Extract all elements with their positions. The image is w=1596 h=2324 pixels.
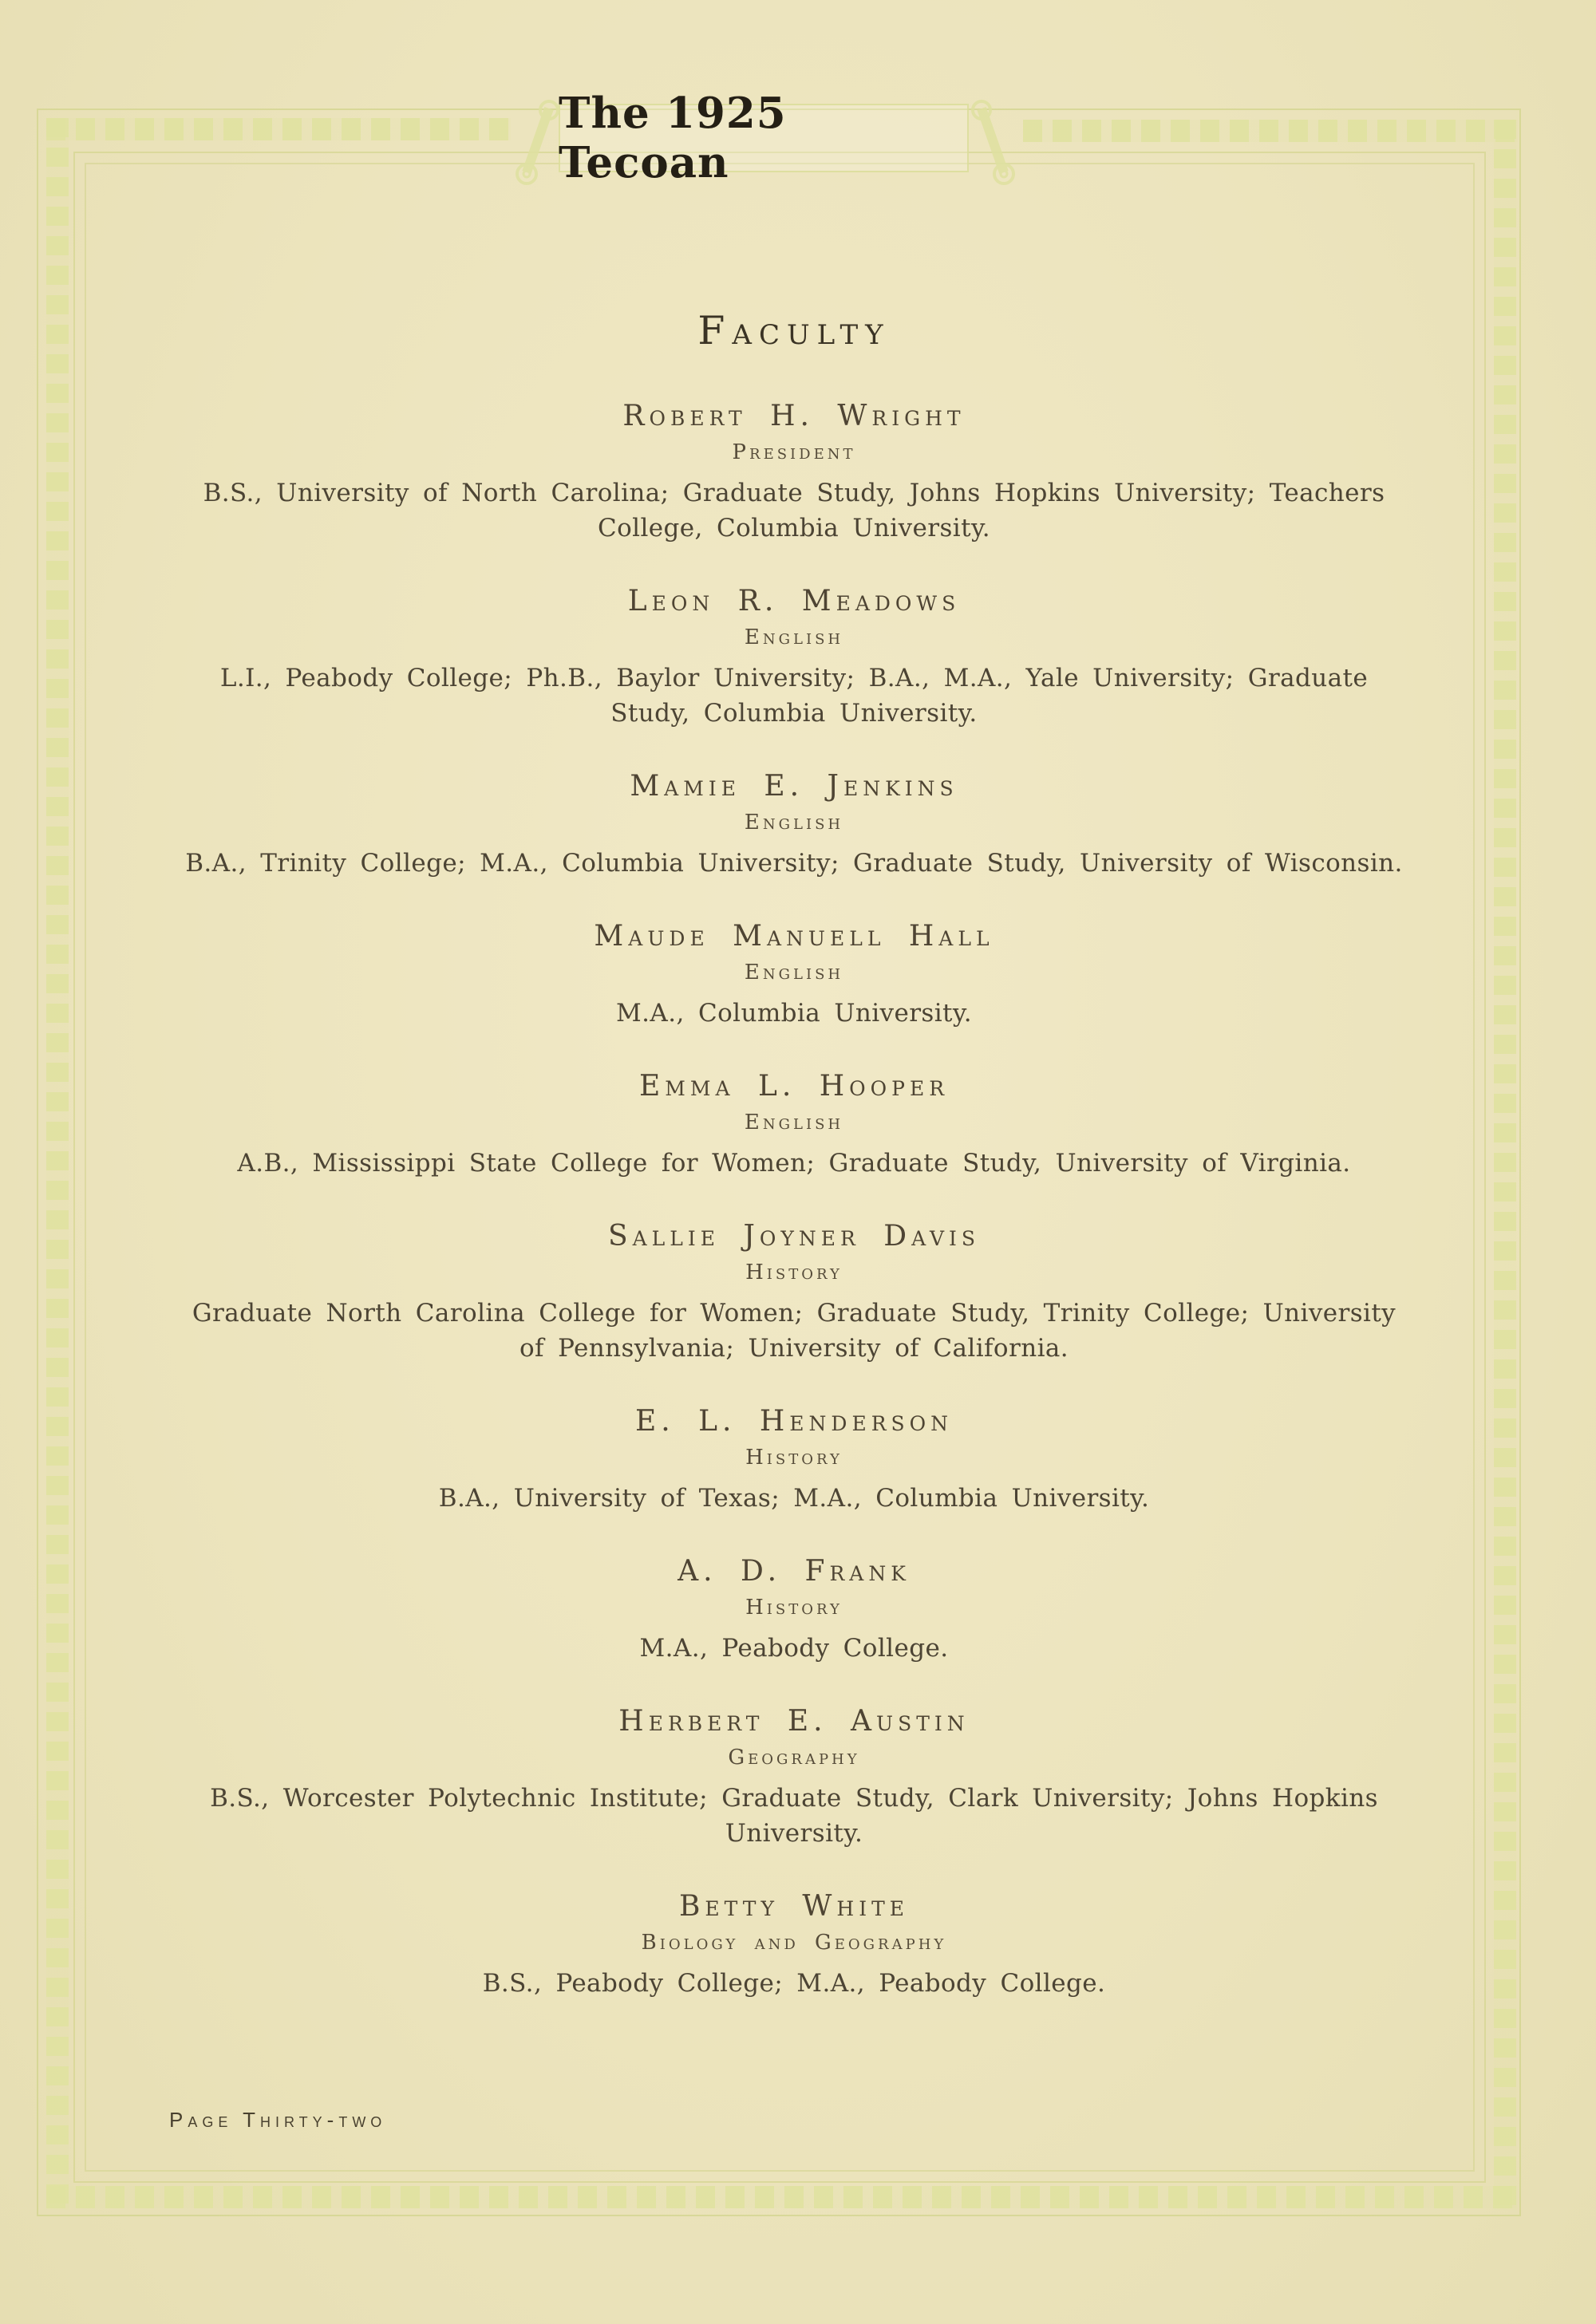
faculty-entry [92, 1404, 1496, 1516]
faculty-credentials [92, 661, 1496, 731]
credential-line: Graduate North Carolina College for Women; Graduate Study, Trinity College; University [192, 1299, 1396, 1328]
faculty-role: English [744, 625, 844, 649]
faculty-name: Herbert E. Austin [618, 1705, 970, 1738]
faculty-role: History [745, 1596, 843, 1620]
credential-line: Study, Columbia University. [610, 699, 978, 728]
faculty-role: English [744, 1111, 844, 1134]
faculty-credentials [92, 1296, 1496, 1366]
faculty-role: Geography [728, 1746, 860, 1770]
credential-line: L.I., Peabody College; Ph.B., Baylor University; B.A., M.A., Yale University; Graduate [219, 664, 1369, 692]
faculty-credentials [92, 475, 1496, 546]
faculty-name: Robert H. Wright [622, 400, 966, 432]
credential-line: B.S., Peabody College; M.A., Peabody College. [482, 1969, 1106, 1998]
yearbook-title: The 1925 Tecoan [559, 89, 787, 187]
faculty-credentials [92, 1481, 1496, 1516]
border-squares-top-left [46, 118, 511, 140]
faculty-entry [92, 1889, 1496, 2001]
faculty-role: President [732, 440, 856, 464]
faculty-role: English [744, 811, 844, 835]
credential-line: of Pennsylvania; University of California. [519, 1334, 1069, 1363]
faculty-entry [92, 584, 1496, 731]
faculty-name: A. D. Frank [678, 1555, 911, 1588]
faculty-role: Biology and Geography [641, 1931, 947, 1955]
banner-scroll-left-icon [508, 99, 563, 187]
border-squares-left [46, 118, 69, 2210]
section-title: Faculty [697, 308, 891, 353]
faculty-name: E. L. Henderson [634, 1405, 954, 1438]
faculty-name: Emma L. Hooper [638, 1070, 950, 1103]
faculty-entry [92, 1704, 1496, 1851]
faculty-entry [92, 769, 1496, 881]
faculty-credentials [92, 996, 1496, 1031]
faculty-entry [92, 399, 1496, 546]
faculty-name: Mamie E. Jenkins [630, 770, 958, 803]
credential-line: University. [725, 1819, 863, 1848]
faculty-credentials [92, 846, 1496, 881]
credential-line: College, Columbia University. [597, 514, 991, 543]
credential-line: M.A., Peabody College. [639, 1634, 949, 1663]
credential-line: B.S., University of North Carolina; Graduate Study, Johns Hopkins University; Teachers [203, 479, 1385, 507]
faculty-credentials [92, 1631, 1496, 1666]
faculty-entry [92, 1219, 1496, 1366]
faculty-name: Maude Manuell Hall [594, 920, 994, 953]
credential-line: M.A., Columbia University. [616, 999, 972, 1028]
credential-line: B.A., Trinity College; M.A., Columbia University; Graduate Study, University of Wisconsin. [185, 849, 1403, 878]
faculty-entry [92, 1554, 1496, 1666]
page-number-label: Page Thirty-two [169, 2108, 387, 2132]
faculty-credentials [92, 1781, 1496, 1851]
banner-scroll-right-icon [967, 99, 1023, 187]
faculty-role: History [745, 1261, 843, 1284]
faculty-role: English [744, 961, 844, 984]
border-squares-bottom [46, 2186, 1518, 2208]
faculty-credentials [92, 1146, 1496, 1181]
credential-line: A.B., Mississippi State College for Women; Graduate Study, University of Virginia. [237, 1149, 1351, 1178]
faculty-role: History [745, 1446, 843, 1470]
credential-line: B.S., Worcester Polytechnic Institute; Graduate Study, Clark University; Johns Hopkins [210, 1784, 1378, 1813]
credential-line: B.A., University of Texas; M.A., Columbia University. [438, 1484, 1150, 1513]
faculty-entry [92, 1069, 1496, 1181]
faculty-section [92, 308, 1496, 2039]
faculty-name: Sallie Joyner Davis [607, 1220, 981, 1253]
faculty-name: Betty White [678, 1890, 910, 1923]
border-squares-top-right [1023, 120, 1518, 142]
faculty-name: Leon R. Meadows [627, 585, 961, 617]
faculty-credentials [92, 1966, 1496, 2001]
border-squares-right [1494, 120, 1516, 2210]
faculty-entry [92, 919, 1496, 1031]
